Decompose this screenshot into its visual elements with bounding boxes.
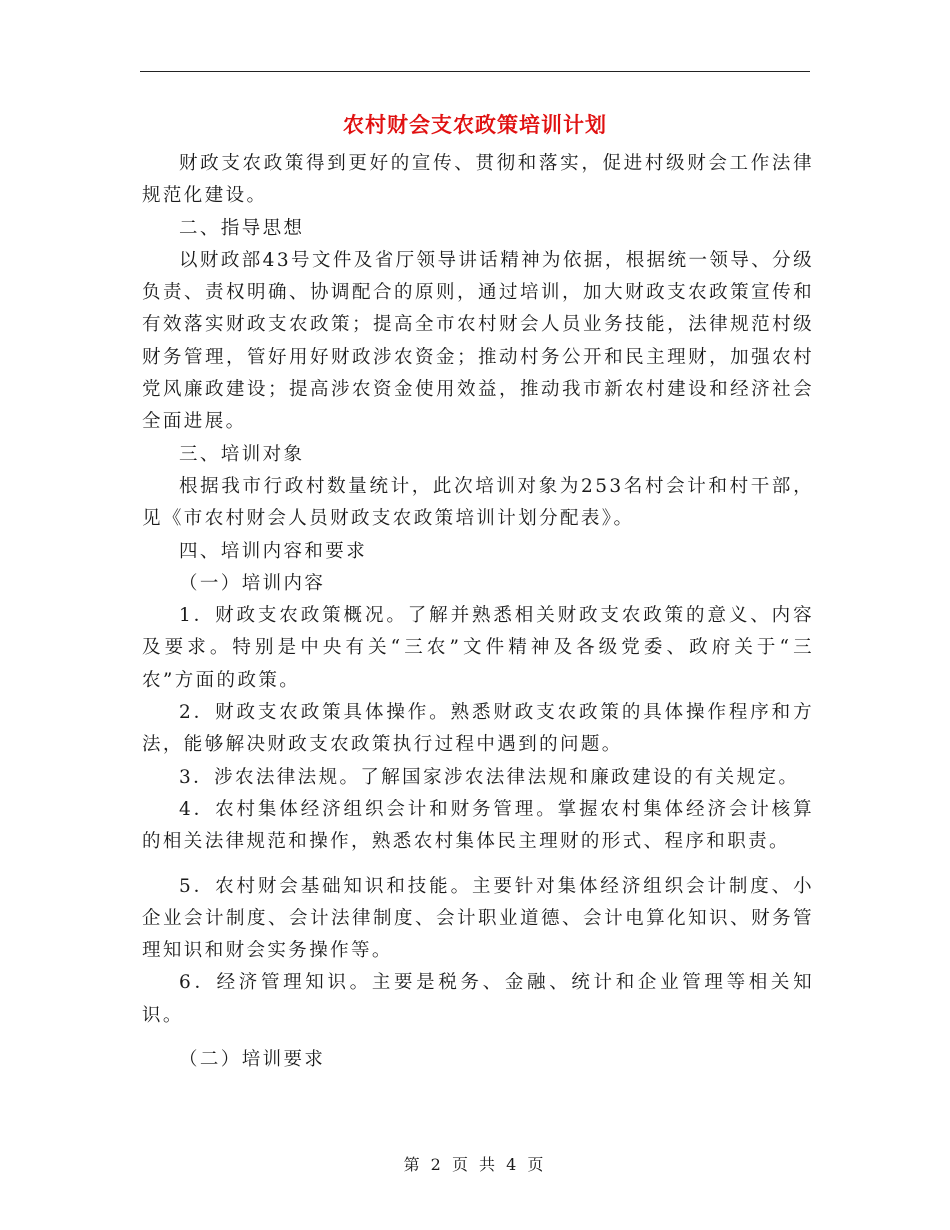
content-item-6: 6．经济管理知识。主要是税务、金融、统计和企业管理等相关知识。: [142, 972, 814, 1026]
section-heading-guiding-ideology: 二、指导思想: [179, 217, 305, 239]
training-targets-paragraph: 根据我市行政村数量统计，此次培训对象为253名村会计和村干部，见《市农村财会人员财政支农政策培训计划分配表》。: [142, 475, 814, 530]
content-item-1: 1．财政支农政策概况。了解并熟悉相关财政支农政策的意义、内容及要求。特别是中央有关“三农”文件精神及各级党委、政府关于“三农”方面的政策。: [142, 605, 814, 691]
document-title: 农村财会支农政策培训计划: [343, 112, 607, 137]
subsection-heading-training-requirements: （二）培训要求: [179, 1049, 326, 1071]
content-item-2: 2．财政支农政策具体操作。熟悉财政支农政策的具体操作程序和方法，能够解决财政支农政策执行过程中遇到的问题。: [142, 702, 814, 756]
section-heading-content-and-requirements: 四、培训内容和要求: [179, 540, 368, 562]
guiding-ideology-paragraph: 以财政部43号文件及省厅领导讲话精神为依据，根据统一领导、分级负责、责权明确、协调配合的原则，通过培训，加大财政支农政策宣传和有效落实财政支农政策；提高全市农村财会人员业务技能，法律规范村级财务管理，管好用好财政涉农资金；推动村务公开和民主理财，加强农村党风廉政建设；提高涉农资金使用效益，推动我市新农村建设和经济社会全面进展。: [142, 249, 814, 433]
content-item-5: 5．农村财会基础知识和技能。主要针对集体经济组织会计制度、小企业会计制度、会计法律制度、会计职业道德、会计电算化知识、财务管理知识和财会实务操作等。: [142, 875, 814, 962]
content-item-4: 4．农村集体经济组织会计和财务管理。掌握农村集体经济会计核算的相关法律规范和操作，熟悉农村集体民主理财的形式、程序和职责。: [142, 798, 814, 853]
page-number-footer: 第 2 页 共 4 页: [403, 1155, 547, 1174]
document-body: [142, 148, 814, 1076]
section-heading-training-targets: 三、培训对象: [179, 443, 305, 465]
header-rule: [140, 71, 810, 72]
content-item-3: 3．涉农法律法规。了解国家涉农法律法规和廉政建设的有关规定。: [179, 766, 800, 788]
intro-paragraph: 财政支农政策得到更好的宣传、贯彻和落实，促进村级财会工作法律规范化建设。: [142, 153, 814, 207]
subsection-heading-training-content: （一）培训内容: [179, 572, 326, 594]
